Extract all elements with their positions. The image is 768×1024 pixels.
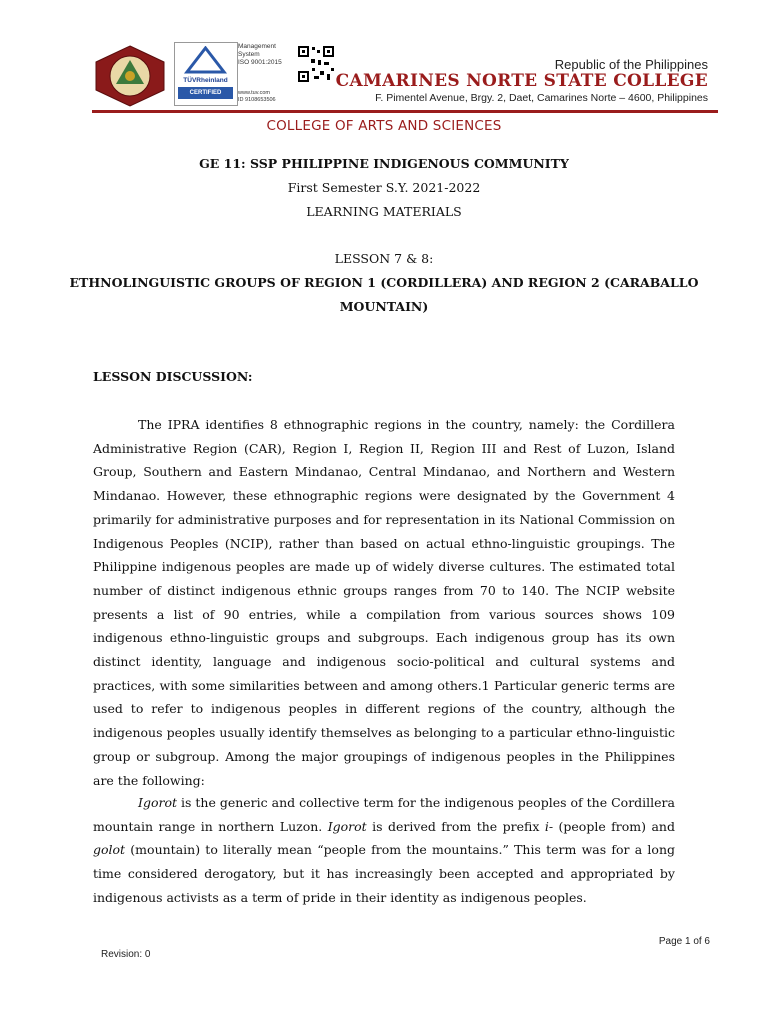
- republic-label: Republic of the Philippines: [554, 57, 708, 72]
- tuv-id: ID 9108653506: [238, 96, 276, 103]
- section-heading: LESSON DISCUSSION:: [93, 369, 253, 384]
- mgmt-line-3: ISO 9001:2015: [238, 59, 282, 66]
- term-golot: golot: [93, 842, 126, 858]
- p2-text-3: (people from) and: [553, 818, 675, 834]
- discussion-paragraph-2: [93, 791, 675, 910]
- qr-code-icon: [296, 44, 336, 84]
- semester: First Semester S.Y. 2021-2022: [287, 180, 481, 195]
- mgmt-line-1: Management: [238, 43, 276, 50]
- course-title: GE 11: SSP PHILIPPINE INDIGENOUS COMMUNITY: [199, 156, 569, 171]
- p2-text-2: is derived from the prefix: [366, 818, 545, 834]
- lesson-number: LESSON 7 & 8:: [334, 251, 434, 266]
- paragraph-1-text: The IPRA identifies 8 ethnographic regions in the country, namely: the Cordillera Administrative Region (CAR), Region I, Region II, Region III and Rest of Luzon, Island Group, Southern and Eastern Mindanao, Central Mindanao, and Northern and Western Mindanao. However, these ethnographic regions were designated by the Government 4 primarily for administrative purposes and for representation in its National Commission on Indigenous Peoples (NCIP), rather than based on actual ethno-linguistic groupings. The Philippine indigenous peoples are made up of widely diverse cultures. The estimated total number of distinct indigenous ethnic groups ranges from 70 to 140. The NCIP website presents a list of 90 entries, while a compilation from various sources shows 109 indigenous ethno-linguistic groups and subgroups. Each indigenous group has its own distinct identity, language and indigenous socio-political and cultural systems and practices, with some similarities between and among others.1 Particular generic terms are used to refer to indigenous peoples in different regions of the country, although the indigenous peoples usually identify themselves as belonging to a particular ethno-linguistic group or subgroup. Among the major groupings of indigenous peoples in the Philippines are the following:: [93, 417, 675, 788]
- tuv-url: www.tuv.com: [238, 90, 270, 96]
- lesson-topic-line-2: MOUNTAIN): [339, 299, 429, 314]
- term-igorot: Igorot: [138, 795, 177, 810]
- term-prefix-i: i-: [544, 818, 554, 834]
- discussion-paragraph-1: [93, 413, 675, 792]
- page-number: Page 1 of 6: [658, 936, 710, 947]
- tuv-triangle-icon: [178, 46, 233, 74]
- mgmt-line-2: System: [238, 51, 260, 58]
- certified-badge: CERTIFIED: [178, 87, 233, 99]
- p2-text-4: (mountain) to literally mean “people from the mountains.” This term was for a long time considered derogatory, but it has increasingly been accepted and appropriated by indigenous activists as a term of pride in their identity as indigenous peoples.: [93, 842, 675, 905]
- tuv-brand: TÜVRheinland: [183, 77, 228, 84]
- material-type: LEARNING MATERIALS: [306, 204, 462, 219]
- department-name: COLLEGE OF ARTS AND SCIENCES: [266, 118, 502, 134]
- college-address: F. Pimentel Avenue, Brgy. 2, Daet, Camarines Norte – 4600, Philippines: [375, 92, 708, 104]
- management-system-text: [238, 43, 294, 67]
- college-seal-logo: [92, 44, 168, 108]
- header-divider: [92, 110, 718, 113]
- lesson-topic-line-1: ETHNOLINGUISTIC GROUPS OF REGION 1 (CORDILLERA) AND REGION 2 (CARABALLO: [69, 275, 699, 290]
- iso-certification-mark: [174, 42, 238, 106]
- p2-text-1: is the generic and collective term for the indigenous peoples of the Cordillera mountain range in northern Luzon.: [93, 795, 675, 834]
- college-name: CAMARINES NORTE STATE COLLEGE: [335, 71, 708, 91]
- term-igorot-2: Igorot: [327, 818, 367, 834]
- revision-label: Revision: 0: [101, 949, 151, 960]
- paragraph-2-text: [93, 791, 675, 910]
- certificate-id-text: [238, 90, 294, 103]
